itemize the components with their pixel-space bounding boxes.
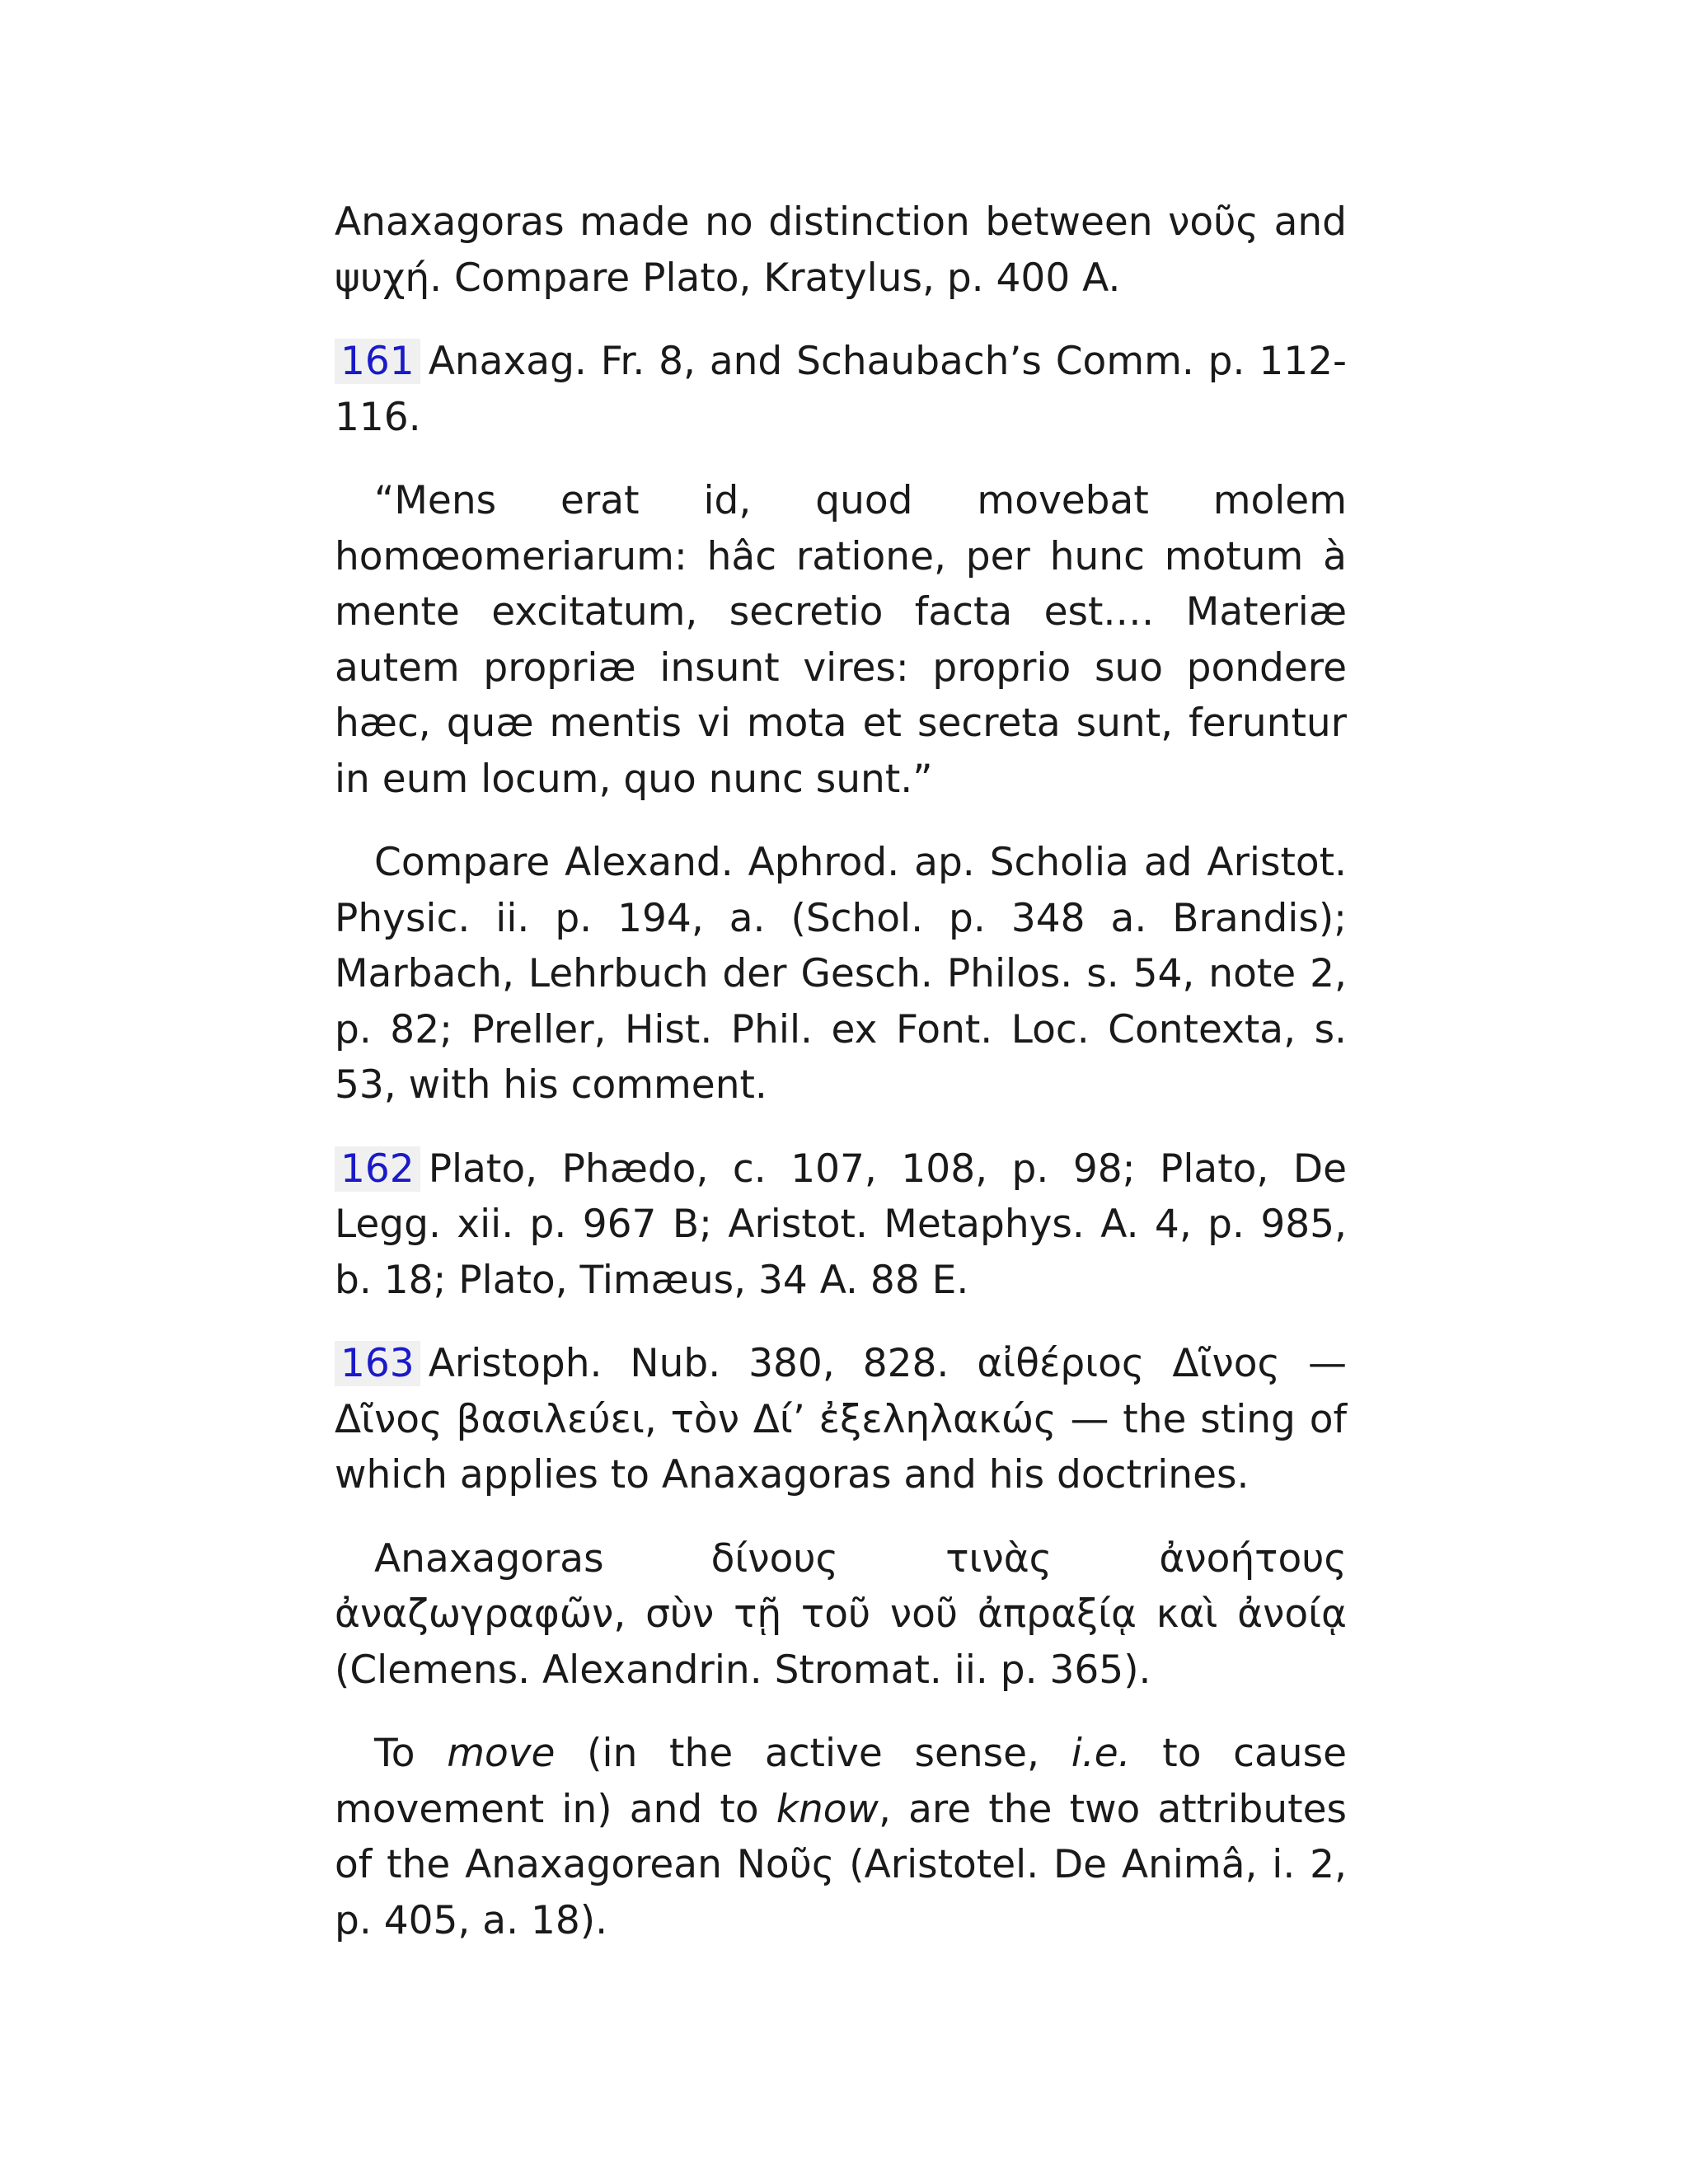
footnote-162-text: Plato, Phædo, c. 107, 108, p. 98; Plato, De Legg. xii. p. 967 B; Aristot. Metaphys. A. 4, p. 985, b. 18; Plato, Timæus, 34 A. 88 E. <box>335 1146 1347 1303</box>
page-content <box>335 194 1347 1976</box>
emphasis-ie: i.e. <box>1071 1731 1131 1776</box>
footnote-163 <box>335 1336 1347 1503</box>
emphasis-move: move <box>447 1731 556 1776</box>
footnote-161-link[interactable]: 161 <box>335 339 420 384</box>
paragraph-compare-alexand: Compare Alexand. Aphrod. ap. Scholia ad Aristot. Physic. ii. p. 194, a. (Schol. p. 348 a. Brandis); Marbach, Lehrbuch der Gesch. Philos. s. 54, note 2, p. 82; Preller, Hist. Phil. ex Font. Loc. Contexta, s. 53, with his comment. <box>335 840 1347 1108</box>
paragraph-anaxagoras-dinous: Anaxagoras δίνους τινὰς ἀνοήτους ἀναζωγραφῶν, σὺν τῇ τοῦ νοῦ ἀπραξίᾳ καὶ ἀνοίᾳ (Clemens. Alexandrin. Stromat. ii. p. 365). <box>335 1535 1347 1693</box>
paragraph-move-know <box>335 1726 1347 1948</box>
footnote-162 <box>335 1141 1347 1309</box>
emphasis-know: know <box>776 1786 879 1832</box>
paragraph-nous-psyche: Anaxagoras made no distinction between νοῦς and ψυχή. Compare Plato, Kratylus, p. 400 A. <box>335 199 1347 301</box>
footnote-163-text: Aristoph. Nub. 380, 828. αἰθέριος Δῖνος — Δῖνος βασιλεύει, τὸν Δί’ ἐξεληλακώς — the sting of which applies to Anaxagoras and his doctrines. <box>335 1341 1347 1497</box>
footnote-161 <box>335 334 1347 445</box>
footnote-161-text: Anaxag. Fr. 8, and Schaubach’s Comm. p. 112-116. <box>335 339 1347 440</box>
text-segment: , are the two attributes of the Anaxagorean Νοῦς (Aristotel. De Animâ, i. 2, p. 405, a. 18). <box>335 1786 1347 1943</box>
text-segment: to cause movement in) and to <box>335 1731 1347 1832</box>
text-segment: To <box>374 1731 448 1776</box>
text-segment: (in the active sense, <box>555 1731 1071 1776</box>
footnote-162-link[interactable]: 162 <box>335 1146 420 1192</box>
paragraph-mens-quote: “Mens erat id, quod movebat molem homœomeriarum: hâc ratione, per hunc motum à mente excitatum, secretio facta est.… Materiæ autem propriæ insunt vires: proprio suo pondere hæc, quæ mentis vi mota et secreta sunt, feruntur in eum locum, quo nunc sunt.” <box>335 478 1347 802</box>
footnote-163-link[interactable]: 163 <box>335 1341 420 1386</box>
